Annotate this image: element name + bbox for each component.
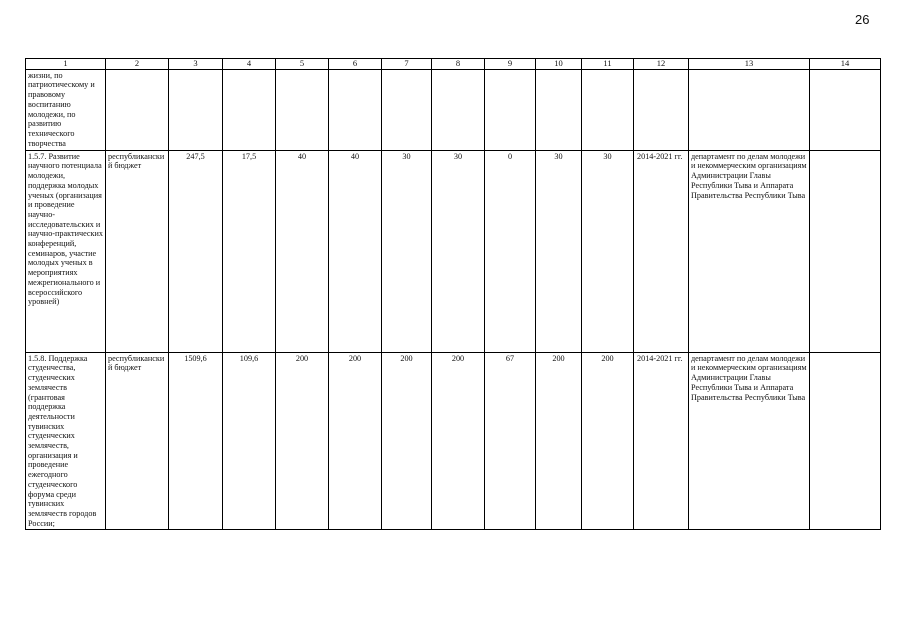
funding-source [106,69,169,150]
amount-col-4: 17,5 [223,150,276,352]
amount-col-11: 30 [582,150,634,352]
amount-col-4 [223,69,276,150]
col-header-6: 6 [329,59,382,70]
col-header-3: 3 [169,59,223,70]
amount-col-7: 200 [382,352,432,530]
responsible-executor: департамент по делам молодежи и некоммерческим организациям Администрации Главы Республики Тыва и Аппарата Правительства Республики Тыва [689,352,810,530]
responsible-executor: департамент по делам молодежи и некоммерческим организациям Администрации Главы Республики Тыва и Аппарата Правительства Республики Тыва [689,150,810,352]
col-header-1: 1 [26,59,106,70]
total-amount [169,69,223,150]
column-number-row [26,59,881,70]
col-header-11: 11 [582,59,634,70]
col-header-7: 7 [382,59,432,70]
amount-col-6: 200 [329,352,382,530]
col-header-14: 14 [810,59,881,70]
table-row [26,352,881,530]
amount-col-7 [382,69,432,150]
measure-description: 1.5.8. Поддержка студенчества, студенческих землячеств (грантовая поддержка деятельности тувинских студенческих землячеств, организация и проведение ежегодного студенческого форума среди тувинских землячеств городов России; [26,352,106,530]
program-table [25,58,881,530]
amount-col-9: 67 [485,352,536,530]
responsible-executor [689,69,810,150]
amount-col-8: 200 [432,352,485,530]
funding-source: республиканский бюджет [106,352,169,530]
col-header-2: 2 [106,59,169,70]
amount-col-6 [329,69,382,150]
amount-col-11: 200 [582,352,634,530]
col-header-5: 5 [276,59,329,70]
amount-col-5: 200 [276,352,329,530]
amount-col-6: 40 [329,150,382,352]
expected-result [810,69,881,150]
total-amount: 1509,6 [169,352,223,530]
table-row [26,150,881,352]
col-header-12: 12 [634,59,689,70]
measure-description: 1.5.7. Развитие научного потенциала молодежи, поддержка молодых ученых (организация и проведение научно-исследовательских и научно-практических конференций, семинаров, участие молодых ученых в мероприятиях межрегионального и всероссийского уровней) [26,150,106,352]
measure-description: жизни, по патриотическому и правовому воспитанию молодежи, по развитию технического творчества [26,69,106,150]
funding-source: республиканский бюджет [106,150,169,352]
amount-col-8: 30 [432,150,485,352]
period: 2014-2021 гг. [634,150,689,352]
amount-col-10: 30 [536,150,582,352]
col-header-9: 9 [485,59,536,70]
period: 2014-2021 гг. [634,352,689,530]
amount-col-7: 30 [382,150,432,352]
amount-col-10 [536,69,582,150]
amount-col-5 [276,69,329,150]
col-header-13: 13 [689,59,810,70]
page-number: 26 [855,12,870,27]
period [634,69,689,150]
amount-col-9 [485,69,536,150]
col-header-4: 4 [223,59,276,70]
total-amount: 247,5 [169,150,223,352]
amount-col-10: 200 [536,352,582,530]
col-header-8: 8 [432,59,485,70]
amount-col-5: 40 [276,150,329,352]
expected-result [810,150,881,352]
amount-col-9: 0 [485,150,536,352]
amount-col-8 [432,69,485,150]
col-header-10: 10 [536,59,582,70]
amount-col-4: 109,6 [223,352,276,530]
expected-result [810,352,881,530]
amount-col-11 [582,69,634,150]
table-row [26,69,881,150]
